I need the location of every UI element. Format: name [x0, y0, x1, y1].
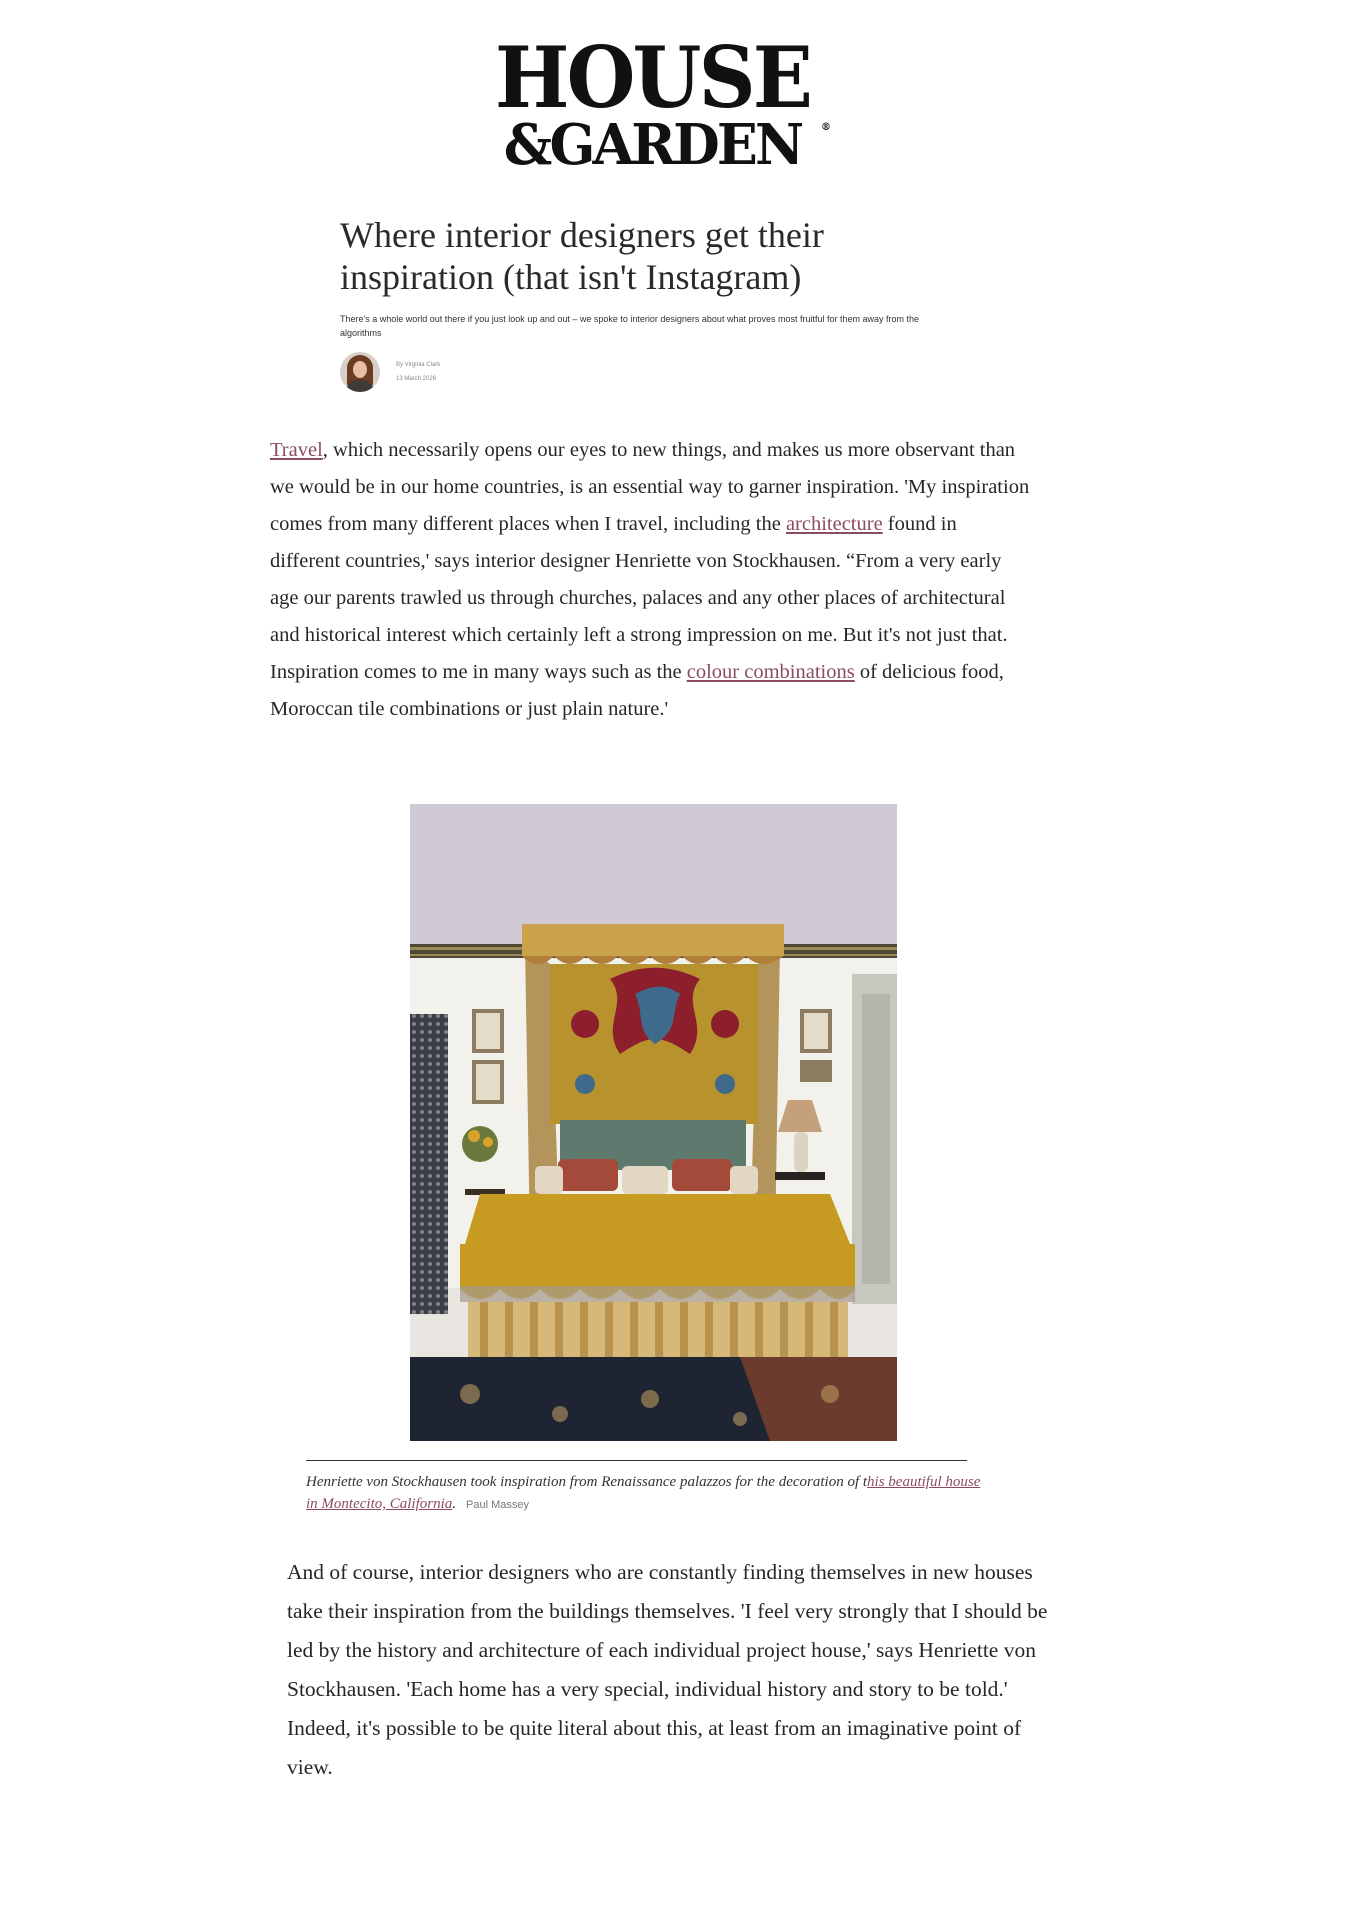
- publish-date: 13 March 2026: [396, 376, 437, 382]
- house-and-garden-logo[interactable]: [480, 28, 831, 178]
- article-dek: There's a whole world out there if you just look up and out – we spoke to interior designers about what proves most fruitful for them away from the algorithms: [340, 314, 920, 338]
- registered-mark: ®: [821, 122, 831, 133]
- body-paragraph-2: And of course, interior designers who are constantly finding themselves in new houses take their inspiration from the buildings themselves. 'I feel very strongly that I should be led by the history and architecture of each individual project house,' says Henriette von Stockhausen. 'Each home has a very special, individual history and story to be told.' Indeed, it's possible to be quite literal about this, at least from an imaginative point of view.: [287, 1560, 1048, 1779]
- photo-caption: [306, 1471, 986, 1516]
- photo-credit: Paul Massey: [466, 1499, 529, 1511]
- body-paragraph-1: [270, 432, 1030, 728]
- travel-link[interactable]: Travel: [270, 439, 323, 461]
- author-avatar[interactable]: [340, 352, 380, 392]
- caption-divider: [306, 1460, 967, 1461]
- logo-line-1: HOUSE: [494, 28, 811, 127]
- montecito-house-link[interactable]: his beautiful house in Montecito, California: [306, 1474, 981, 1512]
- author-name[interactable]: By Virginia Clark: [396, 362, 441, 368]
- paragraph-1-text-a: , which necessarily opens our eyes to new things, and makes us more observant than we would be in our home countries, is an essential way to garner inspiration. 'My inspiration comes from many different places when I travel, including the: [270, 439, 1030, 535]
- article-headline: Where interior designers get their inspiration (that isn't Instagram): [340, 215, 824, 297]
- logo-line-2: &GARDEN: [503, 112, 802, 178]
- bedroom-photo: [410, 804, 897, 1441]
- caption-text: Henriette von Stockhausen took inspiration from Renaissance palazzos for the decoration of t: [306, 1474, 868, 1490]
- byline: [340, 351, 440, 393]
- caption-end: .: [452, 1496, 456, 1512]
- architecture-link[interactable]: architecture: [785, 513, 883, 535]
- paragraph-1-text-b: found in different countries,' says interior designer Henriette von Stockhausen. “From a very early age our parents trawled us through churches, palaces and any other places of architectural and historical interest which certainly left a strong impression on me. But it's not just that. Inspiration comes to me in many ways such as the: [270, 513, 1008, 683]
- paragraph-1-text-c: of delicious food, Moroccan tile combinations or just plain nature.': [270, 661, 1004, 720]
- colour-combinations-link[interactable]: colour combinations: [686, 661, 855, 683]
